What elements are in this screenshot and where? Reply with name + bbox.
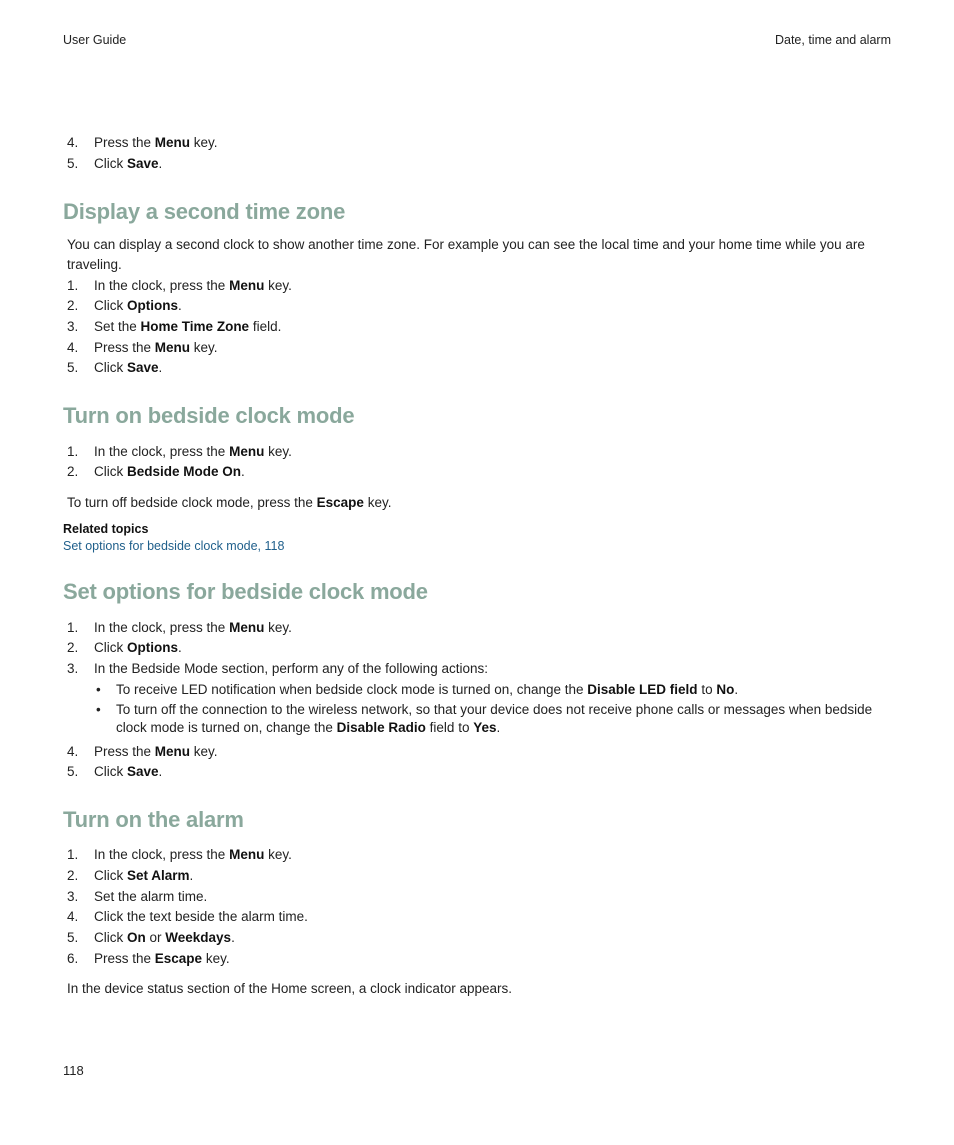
page-number: 118 xyxy=(63,1063,84,1078)
list-item: 5. Click Save. xyxy=(67,156,163,171)
bullet-item: • To receive LED notification when bedside clock mode is turned on, change the Disable LED field to No. xyxy=(96,682,739,697)
list-item: 1. In the clock, press the Menu key. xyxy=(67,620,292,635)
running-header-left: User Guide xyxy=(63,33,127,47)
list-item: 3. In the Bedside Mode section, perform any of the following actions: xyxy=(67,661,488,676)
list-item: 4. Click the text beside the alarm time. xyxy=(67,909,308,924)
list-item: 5. Click Save. xyxy=(67,360,163,375)
running-header-right: Date, time and alarm xyxy=(774,33,891,47)
section-heading: Display a second time zone xyxy=(63,199,346,224)
list-item: 4. Press the Menu key. xyxy=(67,340,218,355)
related-topic-link[interactable]: Set options for bedside clock mode, 118 xyxy=(63,539,285,553)
list-item: 3. Set the Home Time Zone field. xyxy=(67,319,282,334)
list-item: 4. Press the Menu key. xyxy=(67,135,218,150)
list-item: 6. Press the Escape key. xyxy=(67,951,230,966)
list-item: 2. Click Bedside Mode On. xyxy=(67,464,245,479)
note-text: To turn off bedside clock mode, press the Escape key. xyxy=(67,495,392,510)
section-heading: Set options for bedside clock mode xyxy=(63,579,428,604)
list-item: 2. Click Options. xyxy=(67,640,182,655)
list-item: 4. Press the Menu key. xyxy=(67,744,218,759)
list-item: 1. In the clock, press the Menu key. xyxy=(67,278,292,293)
section-heading: Turn on the alarm xyxy=(63,807,244,832)
list-item: 2. Click Options. xyxy=(67,298,182,313)
section-heading: Turn on bedside clock mode xyxy=(63,403,355,428)
list-item: 5. Click Save. xyxy=(67,764,163,779)
related-topics-heading: Related topics xyxy=(63,522,149,536)
note-text: In the device status section of the Home screen, a clock indicator appears. xyxy=(67,981,512,996)
list-item: 5. Click On or Weekdays. xyxy=(67,930,235,945)
paragraph: You can display a second clock to show another time zone. For example you can see the local time and your home time while you are traveling. xyxy=(67,237,865,272)
list-item: 2. Click Set Alarm. xyxy=(67,868,194,883)
list-item: 1. In the clock, press the Menu key. xyxy=(67,444,292,459)
bullet-dot-icon: • xyxy=(96,702,101,717)
bullet-item: • To turn off the connection to the wireless network, so that your device does not receive phone calls or messages when bedside clock mode is turned on, change the Disable Radio field to Yes. xyxy=(96,702,873,735)
list-item: 3. Set the alarm time. xyxy=(67,889,208,904)
bullet-dot-icon: • xyxy=(96,682,101,697)
list-item: 1. In the clock, press the Menu key. xyxy=(67,847,292,862)
